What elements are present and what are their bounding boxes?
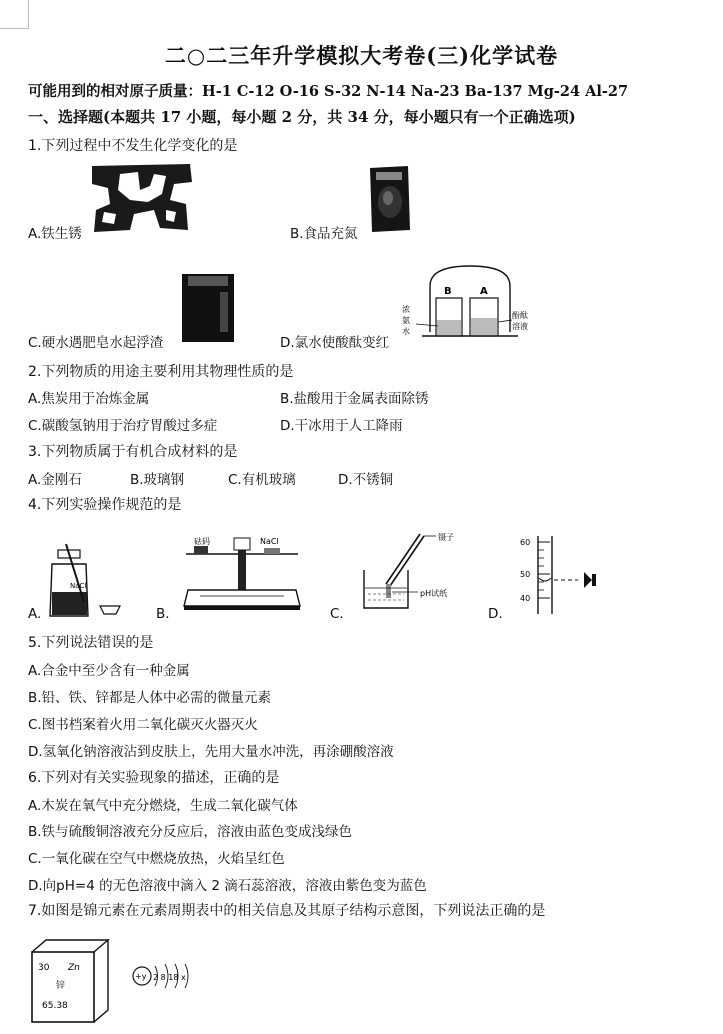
q1-option-c: C.硬水遇肥皂水起浮渣 <box>28 335 164 351</box>
eye-icon <box>584 572 592 588</box>
nucleus-charge: +y <box>135 972 147 981</box>
food-bag-figure <box>366 164 412 234</box>
q1-option-d: D.氯水使酸酞变红 <box>280 335 390 351</box>
q4-option-d: D. <box>488 606 503 622</box>
page-title: 二○二三年升学模拟大考卷(三)化学试卷 <box>164 43 559 68</box>
ph-paper-label: pH试纸 <box>420 589 448 598</box>
q1-stem: 1.下列过程中不发生化学变化的是 <box>28 138 238 154</box>
rusty-iron-figure <box>90 160 194 234</box>
cylinder-tick-40: 40 <box>520 594 531 603</box>
q6-option-d: D.向pH=4 的无色溶液中滴入 2 滴石蕊溶液，溶液由紫色变为蓝色 <box>28 878 427 894</box>
balance-weights-label: 砝码 <box>194 537 210 546</box>
reagent-bottle-figure <box>44 540 124 622</box>
phenolphthalein-label-1: 酚酞 <box>512 311 528 320</box>
atomic-mass-line: 可能用到的相对原子质量：H-1 C-12 O-16 S-32 N-14 Na-23 Ba-137 Mg-24 Al-27 <box>28 83 629 100</box>
q5-option-a: A.合金中至少含有一种金属 <box>28 663 190 679</box>
q1-option-a: A.铁生锈 <box>28 226 82 242</box>
q6-stem: 6.下列对有关实验现象的描述，正确的是 <box>28 770 280 786</box>
q4-option-a: A. <box>28 606 42 622</box>
ammonia-label-1: 浓 <box>402 305 410 314</box>
q2-option-c: C.碳酸氢钠用于治疗胃酸过多症 <box>28 418 218 434</box>
q3-option-d: D.不锈铜 <box>338 472 394 488</box>
q3-option-c: C.有机玻璃 <box>228 472 296 488</box>
balance-nacl-label: NaCl <box>260 537 279 546</box>
q6-option-c: C.一氧化碳在空气中燃烧放热，火焰呈红色 <box>28 851 285 867</box>
q7-stem: 7.如图是锦元素在元素周期表中的相关信息及其原子结构示意图，下列说法正确的是 <box>28 903 546 919</box>
q5-option-d: D.氢氧化钠溶液沾到皮肤上，先用大量水冲洗，再涂硼酸溶液 <box>28 744 394 760</box>
balance-figure <box>180 530 304 614</box>
q6-option-b: B.铁与硫酸铜溶液充分反应后，溶液由蓝色变成浅绿色 <box>28 824 353 840</box>
atomic-structure-figure <box>124 958 204 994</box>
q3-option-a: A.金刚石 <box>28 472 82 488</box>
ph-test-figure <box>356 530 476 614</box>
atomic-mass: 65.38 <box>42 1001 68 1011</box>
q3-option-b: B.玻璃钢 <box>130 472 185 488</box>
q5-stem: 5.下列说法错误的是 <box>28 635 154 651</box>
bottle-label: NaCl <box>70 582 87 590</box>
q2-stem: 2.下列物质的用途主要利用其物理性质的是 <box>28 364 294 380</box>
soap-water-beaker-figure <box>180 272 236 344</box>
q6-option-a: A.木炭在氧气中充分燃烧，生成二氧化碳气体 <box>28 798 298 814</box>
q4-option-b: B. <box>156 606 170 622</box>
electron-shells: 2 8 18 x <box>153 973 186 982</box>
phenolphthalein-label-2: 溶液 <box>512 322 528 331</box>
cylinder-tick-50: 50 <box>520 570 531 579</box>
ammonia-label-2: 氨 <box>402 316 410 325</box>
q2-option-a: A.焦炭用于冶炼金属 <box>28 391 150 407</box>
section-heading: 一、选择题(本题共 17 小题，每小题 2 分，共 34 分，每小题只有一个正确选项) <box>28 108 576 126</box>
q2-option-d: D.干冰用于人工降雨 <box>280 418 403 434</box>
ammonia-diffusion-figure <box>400 262 540 346</box>
page-corner-mark <box>0 0 29 29</box>
atomic-number: 30 <box>38 963 50 973</box>
beaker-b-label: B <box>444 286 452 297</box>
q5-option-b: B.铅、铁、锌都是人体中必需的微量元素 <box>28 690 272 706</box>
beaker-a-label: A <box>480 286 488 297</box>
periodic-cell-figure <box>28 936 112 1026</box>
q2-option-b: B.盐酸用于金属表面除锈 <box>280 391 429 407</box>
q3-stem: 3.下列物质属于有机合成材料的是 <box>28 444 238 460</box>
element-name: 锌 <box>56 981 66 991</box>
q1-option-b: B.食品充氮 <box>290 226 358 242</box>
q4-stem: 4.下列实验操作规范的是 <box>28 497 182 513</box>
element-symbol: Zn <box>68 963 80 973</box>
cylinder-tick-60: 60 <box>520 538 531 547</box>
q5-option-c: C.图书档案着火用二氧化碳灭火器灭火 <box>28 717 258 733</box>
ammonia-label-3: 水 <box>402 327 410 336</box>
tweezers-label: 镊子 <box>438 533 454 542</box>
graduated-cylinder-figure <box>516 534 602 618</box>
q4-option-c: C. <box>330 606 344 622</box>
